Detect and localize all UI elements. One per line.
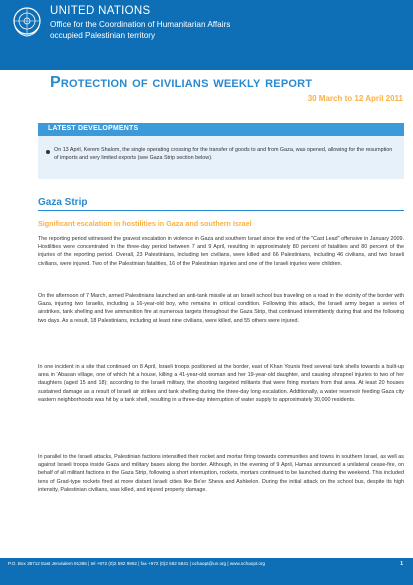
paragraph-4: In parallel to the Israeli attacks, Palestinian factions intensified their rocket and mortar firing towards communities and towns in southern Israel, as well as against Israeli troops inside Gaza and military bases along the border. Although, in the evening of 9 April, Hamas announced a unilateral cease-fire, on behalf of all militant factions in the Gaza Strip, following a short interruption, rockets, mortars continued to be launched during the weekend. This included tens of Grad-type rockets fired at more distant Israeli cities like Be'er Sheva and Ashkelon. During the initial attack on the school bus, despite its high intensity, Palestinian civilians, was killed, and injured property damage. <box>38 454 404 493</box>
footer-contact: P.O. Box 38712 East Jerusalem 91386 | tel +972 (0)2 582 9962 | fax +972 (0)2 582 5841 | ochaopt@un.org | www.ochaopt.org <box>8 561 266 566</box>
org-territory: occupied Palestinian territory <box>50 31 156 40</box>
un-emblem-icon <box>10 4 44 38</box>
subsection-title: Significant escalation in hostilities in Gaza and southern Israel <box>38 219 252 228</box>
report-title: Protection of civilians weekly report <box>50 74 313 91</box>
report-date: 30 March to 12 April 2011 <box>307 94 403 103</box>
org-office: Office for the Coordination of Humanitarian Affairs <box>50 20 231 29</box>
latest-item: On 13 April, Kerem Shalom, the single operating crossing for the transfer of goods to and from Gaza, was opened, allowing for the resumption of imports and very limited exports (see Gaza Strip section below). <box>54 147 393 161</box>
page-number: 1 <box>400 561 403 567</box>
paragraph-2: On the afternoon of 7 March, armed Palestinians launched an anti-tank missile at an Israeli school bus traveling on a road in the vicinity of the border with Gaza, injuring two Israelis, including a 16-year-old boy, who remains in critical condition. Following this attack, the Israeli army began a series of airstrikes, tank shelling and live ammunition fire at numerous targets throughout the Gaza Strip, that continued intermittently during that and the following two days. As a result, 18 Palestinians, including at least nine civilians, were killed, and 55 others were injured. <box>38 293 404 324</box>
section-divider <box>38 210 404 211</box>
bullet-icon <box>46 150 50 154</box>
org-name: UNITED NATIONS <box>50 5 151 17</box>
paragraph-1: The reporting period witnessed the gravest escalation in violence in Gaza and southern Israel since the end of the "Cast Lead" offensive in January 2009. Hostilities were concentrated in the three-day period between 7 and 9 April, resulting in approximately 80 percent of fatalities and 80 percent of the injuries of the reporting period. Overall, 23 Palestinians, including ten civilians, were killed and 66 Palestinians, including 46 civilians, and two Israeli civilians, were injured. Two of the Palestinian fatalities, 16 of the Palestinian injuries and one of the Israeli injuries were children. <box>38 236 404 267</box>
paragraph-3: In one incident in a site that continued on 8 April, Israeli troops positioned at the border, east of Khan Younis fired several tank shells towards a built-up area in 'Abasan village, one of which hit a house, killing a 41-year-old woman and her 19-year-old daughter, and causing shrapnel injuries to two of her daughters (aged 15 and 18); according to the Israeli military, the shooting targeted militants that were firing mortars from that area. At least 20 houses sustained damage as a result of Israeli air strikes and tank shelling during the three-day long escalation. Additionally, a water reservoir feeding Gaza city eastern neighborhoods was hit by a tank shell, resulting in a three-day interruption of water supply to approximately 30,000 residents. <box>38 364 404 403</box>
section-title-gaza: Gaza Strip <box>38 197 88 208</box>
latest-developments-title: LATEST DEVELOPMENTS <box>48 125 139 132</box>
